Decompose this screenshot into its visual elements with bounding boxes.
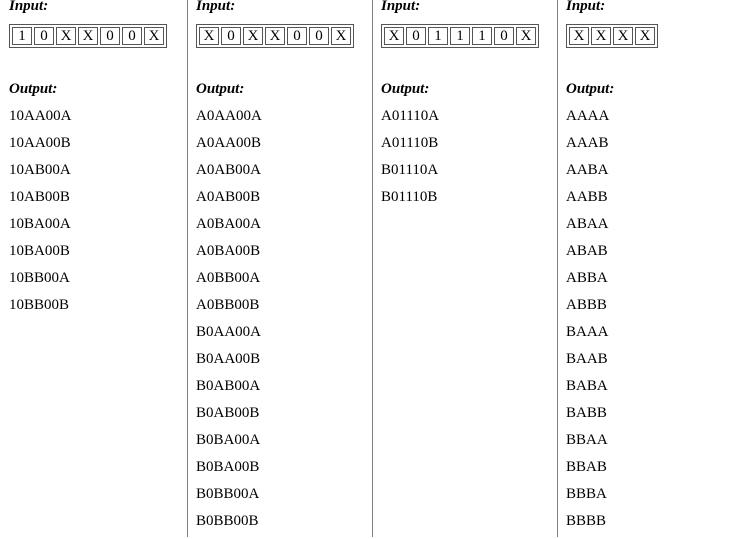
- output-item: B0AB00B: [196, 405, 260, 421]
- input-cell: X: [331, 27, 351, 45]
- output-item: A0BA00A: [196, 216, 262, 232]
- output-item: BBBB: [566, 513, 607, 529]
- output-item: 10AA00B: [9, 135, 71, 151]
- output-heading: Output:: [196, 81, 245, 97]
- example-column-3: [372, 0, 558, 537]
- input-cell: 1: [428, 27, 448, 45]
- output-item: 10BA00A: [9, 216, 71, 232]
- output-item: A0BB00B: [196, 297, 260, 313]
- output-item: 10BB00B: [9, 297, 70, 313]
- output-item: B0BB00A: [196, 486, 260, 502]
- output-item: 10AB00B: [9, 189, 70, 205]
- output-item: ABBA: [566, 270, 608, 286]
- input-cell: 1: [450, 27, 470, 45]
- output-item: B01110A: [381, 162, 439, 178]
- example-column-1: [1, 0, 187, 537]
- output-item: BBAB: [566, 459, 607, 475]
- input-cell: 0: [309, 27, 329, 45]
- output-list: [9, 107, 72, 323]
- output-item: 10BA00B: [9, 243, 70, 259]
- input-cell: X: [591, 27, 611, 45]
- output-item: A0BA00B: [196, 243, 261, 259]
- input-heading: Input:: [196, 0, 236, 14]
- input-cell: X: [199, 27, 219, 45]
- output-item: ABAB: [566, 243, 608, 259]
- output-item: A0AB00B: [196, 189, 261, 205]
- input-cell: X: [516, 27, 536, 45]
- output-item: A01110A: [381, 108, 440, 124]
- output-item: AABA: [566, 162, 609, 178]
- output-item: A0BB00A: [196, 270, 261, 286]
- output-item: ABAA: [566, 216, 609, 232]
- output-item: BAAA: [566, 324, 609, 340]
- input-cell: X: [569, 27, 589, 45]
- output-item: AAAB: [566, 135, 609, 151]
- output-item: BABA: [566, 378, 608, 394]
- input-cell: X: [243, 27, 263, 45]
- input-cell: X: [265, 27, 285, 45]
- input-cell: 0: [494, 27, 514, 45]
- input-cell: 1: [12, 27, 32, 45]
- output-list: [196, 107, 262, 539]
- output-item: BBBA: [566, 486, 607, 502]
- input-cell: 0: [287, 27, 307, 45]
- output-item: B0AA00A: [196, 324, 262, 340]
- output-item: 10AB00A: [9, 162, 71, 178]
- input-cells: [566, 24, 658, 48]
- output-heading: Output:: [381, 81, 430, 97]
- output-heading: Output:: [566, 81, 615, 97]
- input-cell: X: [384, 27, 404, 45]
- input-cell: 0: [406, 27, 426, 45]
- output-item: BAAB: [566, 351, 608, 367]
- output-item: 10AA00A: [9, 108, 72, 124]
- output-heading: Output:: [9, 81, 58, 97]
- input-cell: X: [56, 27, 76, 45]
- output-list: [381, 107, 439, 215]
- output-item: 10BB00A: [9, 270, 70, 286]
- input-cell: 0: [100, 27, 120, 45]
- example-column-4: [557, 0, 742, 537]
- input-cell: 0: [34, 27, 54, 45]
- input-cell: X: [78, 27, 98, 45]
- output-item: AABB: [566, 189, 608, 205]
- output-item: B0BA00B: [196, 459, 260, 475]
- output-item: ABBB: [566, 297, 607, 313]
- output-item: BABB: [566, 405, 607, 421]
- output-item: B0BA00A: [196, 432, 261, 448]
- output-item: A0AA00B: [196, 135, 262, 151]
- output-item: B01110B: [381, 189, 438, 205]
- output-item: A01110B: [381, 135, 439, 151]
- input-cell: X: [144, 27, 164, 45]
- output-item: A0AB00A: [196, 162, 262, 178]
- input-heading: Input:: [566, 0, 606, 14]
- output-item: AAAA: [566, 108, 610, 124]
- output-item: B0AA00B: [196, 351, 261, 367]
- input-heading: Input:: [9, 0, 49, 14]
- example-column-2: [187, 0, 373, 537]
- input-cells: [9, 24, 167, 48]
- output-item: B0BB00B: [196, 513, 259, 529]
- input-cell: 0: [221, 27, 241, 45]
- input-cell: X: [635, 27, 655, 45]
- output-item: B0AB00A: [196, 378, 261, 394]
- output-list: [566, 107, 609, 539]
- input-cells: [196, 24, 354, 48]
- input-cells: [381, 24, 539, 48]
- input-heading: Input:: [381, 0, 421, 14]
- input-cell: 1: [472, 27, 492, 45]
- output-item: BBAA: [566, 432, 608, 448]
- input-cell: X: [613, 27, 633, 45]
- output-item: A0AA00A: [196, 108, 262, 124]
- input-cell: 0: [122, 27, 142, 45]
